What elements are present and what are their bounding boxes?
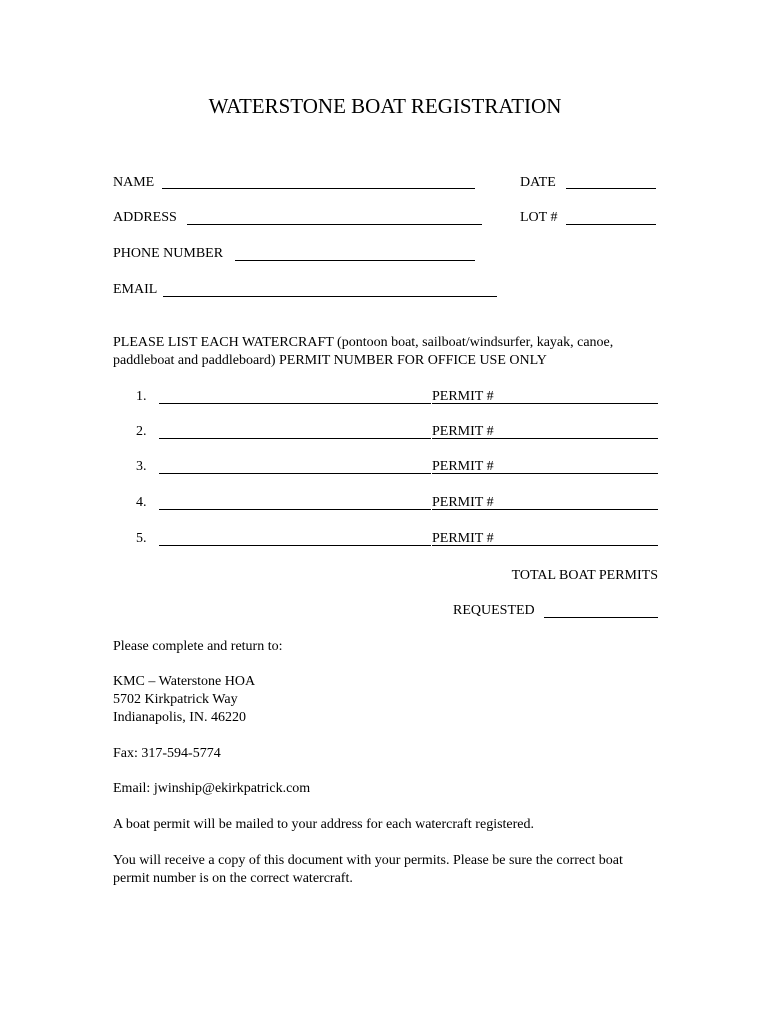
permit-label: PERMIT # bbox=[432, 424, 494, 439]
page-title: WATERSTONE BOAT REGISTRATION bbox=[208, 94, 562, 118]
total-permits-label: TOTAL BOAT PERMITS bbox=[511, 568, 658, 583]
name-field[interactable] bbox=[162, 188, 475, 189]
watercraft-number: 5. bbox=[136, 531, 147, 546]
lot-field[interactable] bbox=[566, 224, 656, 225]
email-field[interactable] bbox=[163, 296, 497, 297]
permit-field[interactable] bbox=[432, 545, 658, 546]
permit-field[interactable] bbox=[432, 473, 658, 474]
watercraft-field[interactable] bbox=[159, 403, 431, 404]
requested-field[interactable] bbox=[544, 617, 658, 618]
permit-label: PERMIT # bbox=[432, 495, 494, 510]
watercraft-number: 1. bbox=[136, 389, 147, 404]
date-field[interactable] bbox=[566, 188, 656, 189]
permit-field[interactable] bbox=[432, 509, 658, 510]
return-org: KMC – Waterstone HOA bbox=[113, 674, 256, 689]
watercraft-field[interactable] bbox=[159, 438, 431, 439]
address-label: ADDRESS bbox=[113, 210, 177, 225]
return-street: 5702 Kirkpatrick Way bbox=[113, 692, 238, 707]
permit-label: PERMIT # bbox=[432, 531, 494, 546]
permit-field[interactable] bbox=[432, 438, 658, 439]
return-email: Email: jwinship@ekirkpatrick.com bbox=[113, 781, 311, 796]
watercraft-number: 2. bbox=[136, 424, 147, 439]
name-label: NAME bbox=[113, 175, 155, 190]
address-field[interactable] bbox=[187, 224, 482, 225]
permit-label: PERMIT # bbox=[432, 389, 494, 404]
phone-field[interactable] bbox=[235, 260, 475, 261]
email-label: EMAIL bbox=[113, 282, 158, 297]
watercraft-field[interactable] bbox=[159, 509, 431, 510]
permit-label: PERMIT # bbox=[432, 459, 494, 474]
watercraft-field[interactable] bbox=[159, 473, 431, 474]
lot-label: LOT # bbox=[520, 210, 558, 225]
date-label: DATE bbox=[520, 175, 556, 190]
permit-field[interactable] bbox=[432, 403, 658, 404]
watercraft-number: 4. bbox=[136, 495, 147, 510]
note-permit-mailed: A boat permit will be mailed to your address for each watercraft registered. bbox=[113, 817, 535, 832]
return-city: Indianapolis, IN. 46220 bbox=[113, 710, 246, 725]
watercraft-field[interactable] bbox=[159, 545, 431, 546]
return-heading: Please complete and return to: bbox=[113, 639, 283, 654]
watercraft-number: 3. bbox=[136, 459, 147, 474]
return-fax: Fax: 317-594-5774 bbox=[113, 746, 221, 761]
requested-label: REQUESTED bbox=[453, 603, 535, 618]
phone-label: PHONE NUMBER bbox=[113, 246, 224, 261]
watercraft-instructions: PLEASE LIST EACH WATERCRAFT (pontoon boat, sailboat/windsurfer, kayak, canoe, paddleboat and paddleboard) PERMIT NUMBER FOR OFFICE USE ONLY bbox=[113, 335, 614, 368]
note-copy-document: You will receive a copy of this document with your permits. Please be sure the correct boat permit number is on the correct watercraft. bbox=[113, 853, 623, 886]
